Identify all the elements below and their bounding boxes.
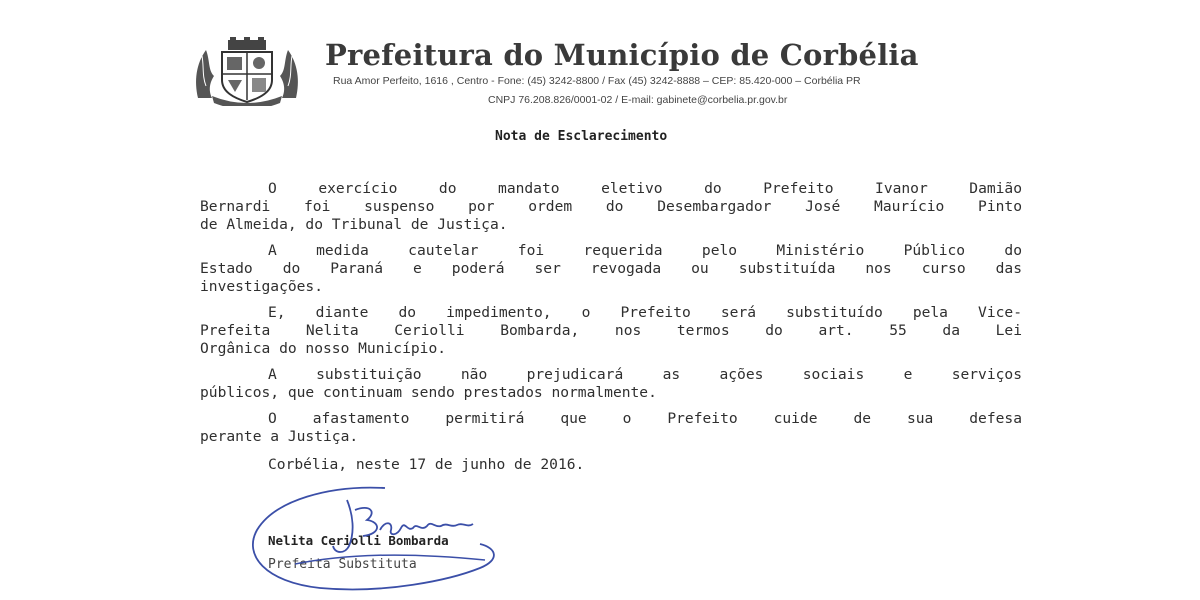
body-line: A medida cautelar foi requerida pelo Ministério Público do [268,242,1022,259]
body-line: investigações. [200,278,324,295]
handwritten-signature [235,470,535,600]
date-line: Corbélia, neste 17 de junho de 2016. [268,456,585,473]
address-line: Rua Amor Perfeito, 1616 , Centro - Fone: (45) 3242-8800 / Fax (45) 3242-8888 – CEP: 85.420-000 – Corbélia PR [333,75,861,87]
signer-name: Nelita Ceriolli Bombarda [268,533,449,548]
body-line: Prefeita Nelita Ceriolli Bombarda, nos termos do art. 55 da Lei [200,322,1022,339]
body-line: de Almeida, do Tribunal de Justiça. [200,216,508,233]
signer-role: Prefeita Substituta [268,557,417,572]
body-line: O exercício do mandato eletivo do Prefeito Ivanor Damião [268,180,1022,197]
cnpj-email-line: CNPJ 76.208.826/0001-02 / E-mail: gabinete@corbelia.pr.gov.br [488,94,788,106]
body-line: Orgânica do nosso Município. [200,340,447,357]
body-line: Bernardi foi suspenso por ordem do Desembargador José Maurício Pinto [200,198,1022,215]
organization-name: Prefeitura do Município de Corbélia [325,38,919,72]
body-line: Estado do Paraná e poderá ser revogada ou substituída nos curso das [200,260,1022,277]
body-line: perante a Justiça. [200,428,359,445]
body-line: públicos, que continuam sendo prestados normalmente. [200,384,657,401]
body-line: O afastamento permitirá que o Prefeito cuide de sua defesa [268,410,1022,427]
body-line: E, diante do impedimento, o Prefeito será substituído pela Vice- [268,304,1022,321]
body-line: A substituição não prejudicará as ações sociais e serviços [268,366,1022,383]
coat-of-arms-icon [192,36,302,106]
document-title: Nota de Esclarecimento [495,129,668,144]
